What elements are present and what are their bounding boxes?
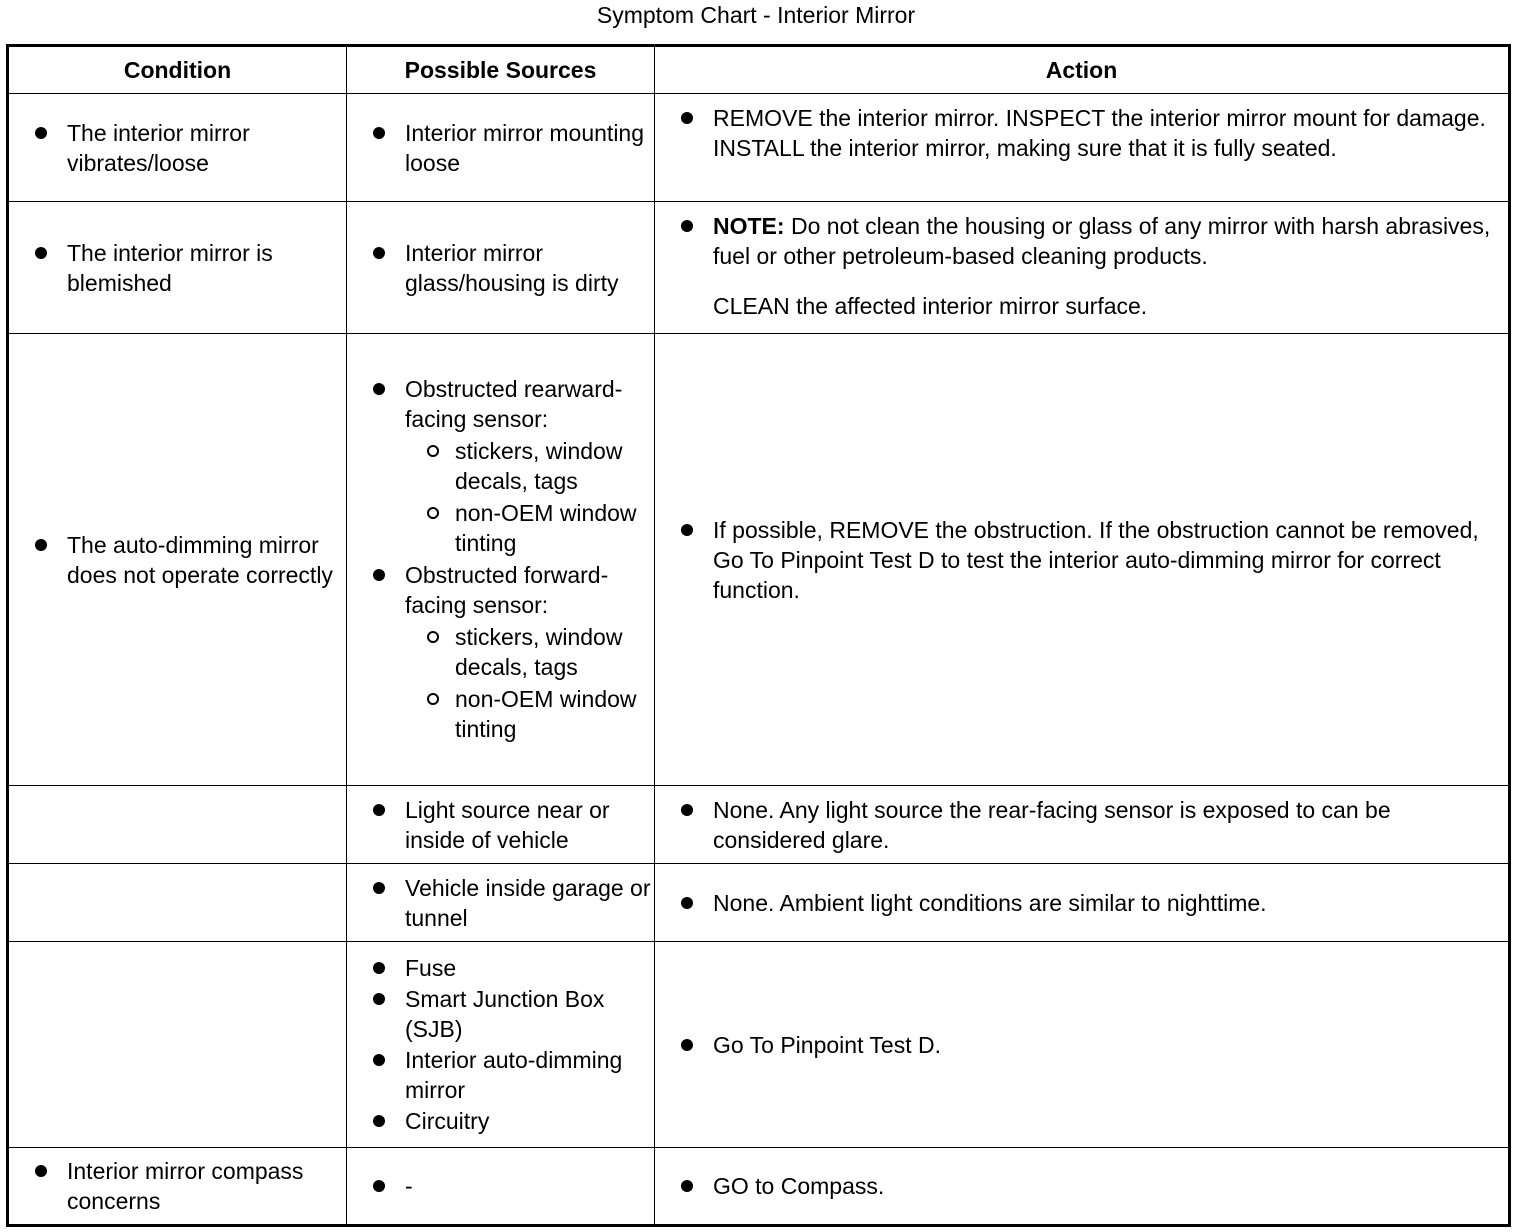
- condition-cell: [8, 334, 347, 786]
- source-item: Interior mirror mounting loose: [347, 118, 654, 178]
- table-row: [8, 786, 1510, 864]
- action-item: None. Ambient light conditions are similar to nighttime.: [655, 888, 1508, 918]
- action-header: Action: [655, 46, 1510, 94]
- sub-item: non-OEM window tinting: [405, 498, 654, 558]
- sources-cell: [347, 94, 655, 202]
- sources-cell: [347, 334, 655, 786]
- condition-cell: [8, 864, 347, 942]
- action-cell: [655, 334, 1510, 786]
- header-row: [8, 46, 1510, 94]
- sources-cell: [347, 202, 655, 334]
- condition-cell: [8, 942, 347, 1148]
- sources-cell: [347, 786, 655, 864]
- source-item: [347, 560, 654, 744]
- sources-cell: [347, 942, 655, 1148]
- action-cell: [655, 1148, 1510, 1226]
- condition-cell: [8, 94, 347, 202]
- condition-cell: [8, 786, 347, 864]
- note-text: Do not clean the housing or glass of any mirror with harsh abrasives, fuel or other petroleum-based cleaning products.: [713, 213, 1491, 269]
- source-item: [347, 374, 654, 558]
- action-item: None. Any light source the rear-facing sensor is exposed to can be considered glare.: [655, 795, 1508, 855]
- action-cell: [655, 94, 1510, 202]
- source-item: Fuse: [347, 953, 654, 983]
- source-item: Smart Junction Box (SJB): [347, 984, 654, 1044]
- action-item: GO to Compass.: [655, 1171, 1508, 1201]
- table-row: [8, 1148, 1510, 1226]
- sub-item: non-OEM window tinting: [405, 684, 654, 744]
- source-item: -: [347, 1171, 654, 1201]
- action-item: Go To Pinpoint Test D.: [655, 1030, 1508, 1060]
- condition-item: The interior mirror vibrates/loose: [9, 118, 346, 178]
- source-item: Interior auto-dimming mirror: [347, 1045, 654, 1105]
- action-paragraph: CLEAN the affected interior mirror surface.: [713, 293, 1148, 319]
- action-item: [655, 211, 1508, 271]
- sources-cell: [347, 864, 655, 942]
- note-label: NOTE:: [713, 213, 785, 239]
- condition-item: The interior mirror is blemished: [9, 238, 346, 298]
- table-row: [8, 942, 1510, 1148]
- page-title: Symptom Chart - Interior Mirror: [596, 2, 916, 28]
- source-text: Obstructed rearward-facing sensor:: [405, 376, 623, 432]
- source-item: Interior mirror glass/housing is dirty: [347, 238, 654, 298]
- source-text: Obstructed forward-facing sensor:: [405, 562, 609, 618]
- symptom-chart-table: [6, 44, 1511, 1227]
- source-item: Vehicle inside garage or tunnel: [347, 873, 654, 933]
- table-row: [8, 202, 1510, 334]
- condition-header: Condition: [8, 46, 347, 94]
- sub-item: stickers, window decals, tags: [405, 436, 654, 496]
- action-cell: [655, 864, 1510, 942]
- table-row: [8, 864, 1510, 942]
- action-item: REMOVE the interior mirror. INSPECT the interior mirror mount for damage. INSTALL the interior mirror, making sure that it is fully seated.: [655, 103, 1508, 163]
- possible-sources-header: Possible Sources: [347, 46, 655, 94]
- condition-item: The auto-dimming mirror does not operate correctly: [9, 530, 346, 590]
- table-row: [8, 94, 1510, 202]
- source-item: Circuitry: [347, 1106, 654, 1136]
- condition-cell: [8, 1148, 347, 1226]
- source-item: Light source near or inside of vehicle: [347, 795, 654, 855]
- action-cell: [655, 942, 1510, 1148]
- action-cell: [655, 202, 1510, 334]
- action-item: If possible, REMOVE the obstruction. If the obstruction cannot be removed, Go To Pinpoint Test D to test the interior auto-dimming mirror for correct function.: [655, 515, 1508, 605]
- condition-cell: [8, 202, 347, 334]
- sub-item: stickers, window decals, tags: [405, 622, 654, 682]
- action-cell: [655, 786, 1510, 864]
- condition-item: Interior mirror compass concerns: [9, 1156, 346, 1216]
- sources-cell: [347, 1148, 655, 1226]
- table-row: [8, 334, 1510, 786]
